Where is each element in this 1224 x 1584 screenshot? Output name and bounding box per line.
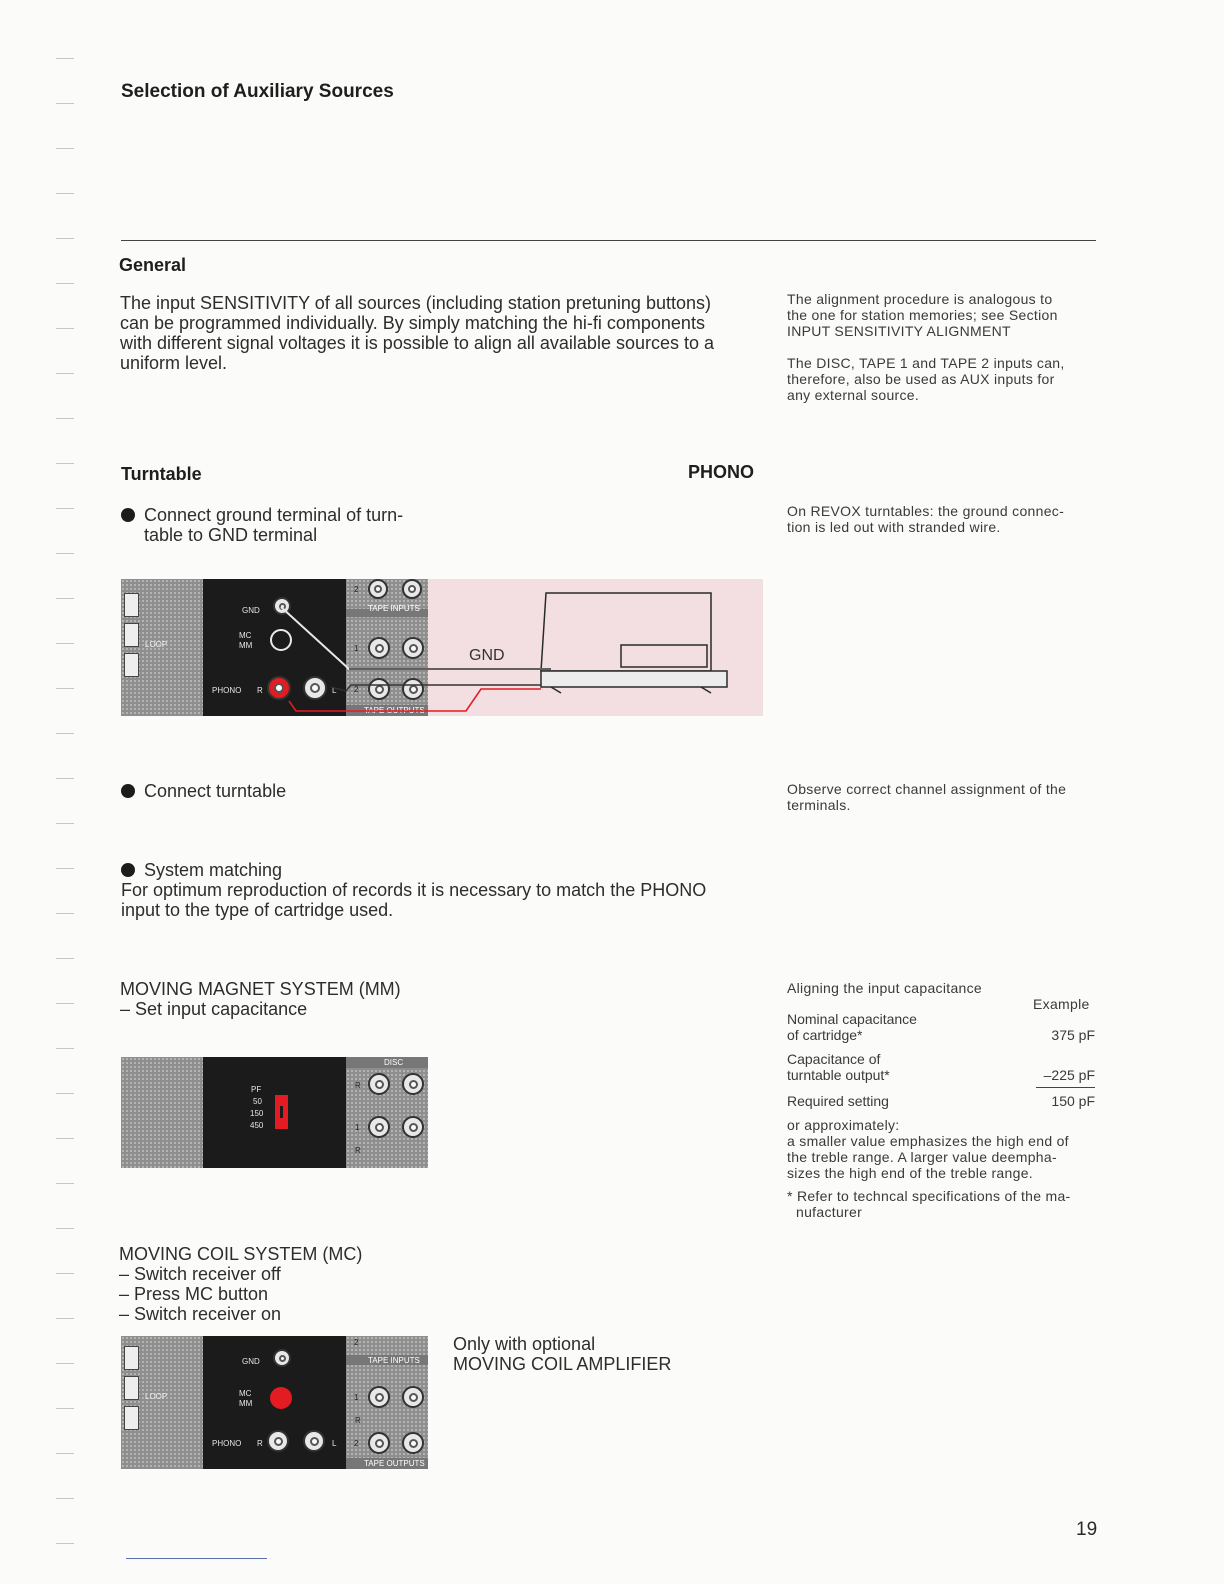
capacitance-example-header: Example (1033, 996, 1090, 1012)
mc-step-on: – Switch receiver on (119, 1304, 282, 1324)
capacitance-row-nominal: Nominal capacitance of cartridge* 375 pF (787, 1011, 1095, 1043)
page-title: Selection of Auxiliary Sources (121, 81, 394, 102)
ground-connection-diagram (121, 579, 763, 716)
phono-label: PHONO (688, 462, 755, 482)
step-connect-ground: Connect ground terminal of turn- table to GND terminal (121, 505, 403, 545)
capacitance-switch-diagram: PF 50 150 450 DISC R 1 R (121, 1057, 428, 1168)
bullet-icon (121, 508, 135, 522)
ground-wire (281, 607, 551, 669)
step-system-matching: System matching For optimum reproduction of records it is necessary to match the PHONO input to the type of cartridge used. (121, 860, 707, 920)
general-heading: General (119, 255, 187, 275)
mm-heading: MOVING MAGNET SYSTEM (MM) (120, 979, 401, 999)
signal-wire-l (331, 685, 541, 691)
capacitance-row-turntable: Capacitance of turntable output* –225 pF (787, 1051, 1095, 1083)
mc-button-pressed (270, 1387, 292, 1409)
mc-step-off: – Switch receiver off (119, 1264, 281, 1284)
mm-section (120, 979, 401, 1019)
loop-label: LOOP (145, 640, 168, 649)
tape-panel: TAPE INPUTS 2 1 2 TAPE OUTPUTS (346, 579, 428, 716)
sum-rule (1036, 1087, 1095, 1088)
wiring-svg (121, 579, 763, 716)
page-number: 19 (1076, 1519, 1098, 1540)
general-side-note-2: The DISC, TAPE 1 and TAPE 2 inputs can, therefore, also be used as AUX inputs for any external source. (787, 355, 1065, 403)
general-side-note-1: The alignment procedure is analogous to the one for station memories; see Section INPUT SENSITIVITY ALIGNMENT (787, 291, 1058, 339)
bottom-rule (126, 1558, 267, 1559)
turntable-icon (541, 593, 727, 693)
step1-note: On REVOX turntables: the ground connec- tion is led out with stranded wire. (787, 503, 1065, 535)
capacitance-selector-switch (275, 1095, 288, 1129)
mc-step-press: – Press MC button (119, 1284, 269, 1304)
capacitance-row-required: Required setting 150 pF (787, 1093, 1095, 1109)
mc-amplifier-note: Only with optional MOVING COIL AMPLIFIER (453, 1334, 672, 1374)
step-connect-turntable: Connect turntable (121, 781, 286, 801)
general-body: The input SENSITIVITY of all sources (including station pretuning buttons) can be programmed individually. By simply matching the hi-fi components with different signal voltages it is possible to align all available sources to a uniform level. (120, 293, 714, 373)
mc-section (119, 1244, 362, 1324)
mc-heading: MOVING COIL SYSTEM (MC) (119, 1244, 363, 1264)
turntable-heading: Turntable (121, 464, 202, 484)
turntable-illustration-bg: GND (428, 579, 763, 716)
phono-panel: GND MC MM PHONO R L (203, 579, 346, 716)
capacitance-title: Aligning the input capacitance (787, 980, 983, 996)
mm-step: – Set input capacitance (120, 999, 308, 1019)
step2-note: Observe correct channel assignment of the terminals. (787, 781, 1067, 813)
bullet-icon (121, 863, 135, 877)
capacitance-footnote: * Refer to techncal specifications of the ma- nufacturer (787, 1188, 1071, 1220)
bullet-icon (121, 784, 135, 798)
capacitance-approx-note: or approximately: a smaller value emphasizes the high end of the treble range. A larger value deempha- sizes the high end of the treble range. (787, 1117, 1069, 1181)
section-divider (121, 240, 1096, 241)
mc-button-diagram: LOOP GND MC MM PHONO R L TAPE INPUTS 2 1 R 2 TAPE OUTPUTS (121, 1336, 428, 1469)
signal-wire-r (289, 689, 541, 711)
